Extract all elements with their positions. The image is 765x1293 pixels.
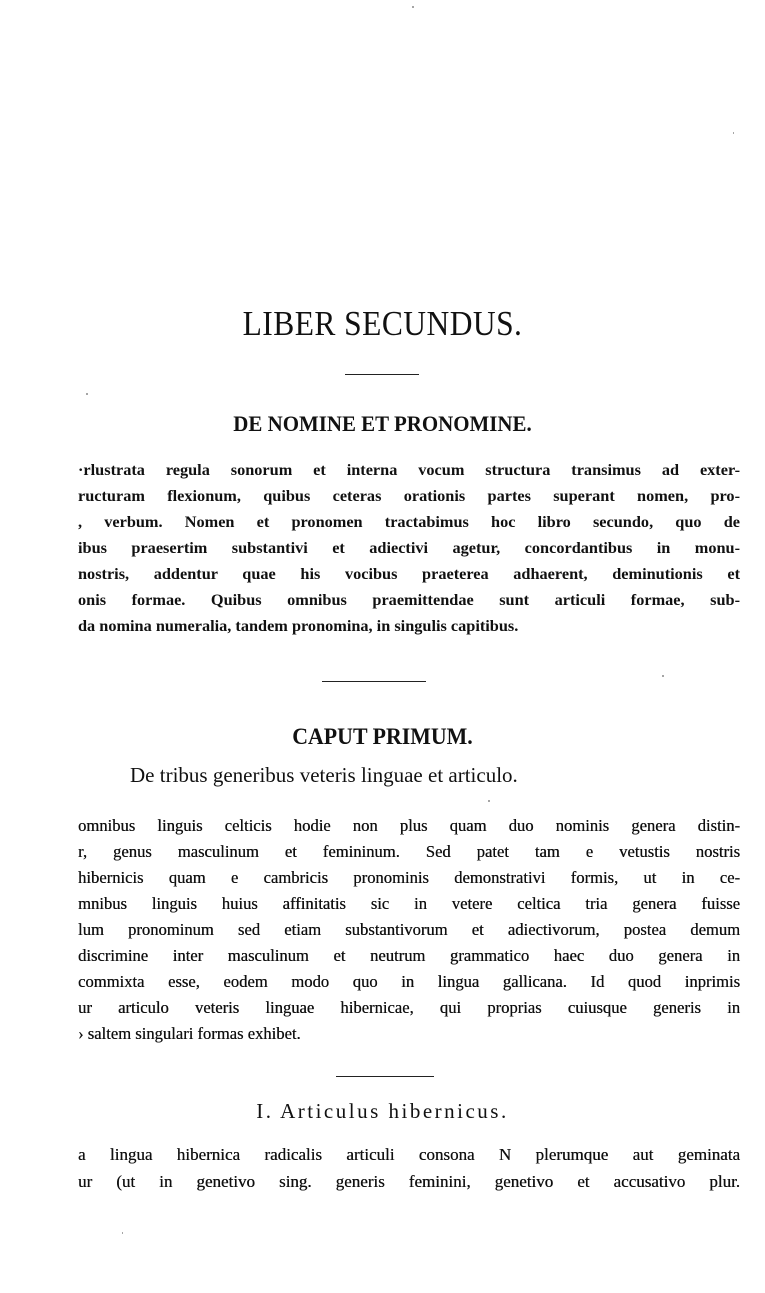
chapter-subtitle: De tribus generibus veteris linguae et articulo. — [130, 763, 518, 787]
text-line: ur articulo veteris linguae hibernicae, qui proprias cuiusque generis in — [78, 998, 740, 1017]
text-line: hibernicis quam e cambricis pronominis demonstrativi formis, ut in ce- — [78, 868, 740, 887]
book-subtitle: DE NOMINE ET PRONOMINE. — [233, 411, 532, 436]
chapter-title: CAPUT PRIMUM. — [292, 724, 473, 750]
text-line: a lingua hibernica radicalis articuli consona N plerumque aut geminata — [78, 1145, 740, 1164]
scan-speck — [122, 1232, 123, 1234]
section-divider — [322, 681, 426, 682]
text-line: ructuram flexionum, quibus ceteras orationis partes superant nomen, pro- — [78, 486, 740, 505]
text-line: ur (ut in genetivo sing. generis feminini, genetivo et accusativo plur. — [78, 1172, 740, 1191]
text-line: r, genus masculinum et femininum. Sed patet tam e vetustis nostris — [78, 842, 740, 861]
text-line: commixta esse, eodem modo quo in lingua gallicana. Id quod inprimis — [78, 972, 740, 991]
text-line: onis formae. Quibus omnibus praemittendae sunt articuli formae, sub- — [78, 590, 740, 609]
text-line: lum pronominum sed etiam substantivorum et adiectivorum, postea demum — [78, 920, 740, 939]
text-line: mnibus linguis huius affinitatis sic in vetere celtica tria genera fuisse — [78, 894, 740, 913]
section-divider — [336, 1076, 434, 1077]
title-divider — [345, 374, 419, 375]
text-line: da nomina numeralia, tandem pronomina, in singulis capitibus. — [78, 616, 519, 635]
text-line: nostris, addentur quae his vocibus praeterea adhaerent, deminutionis et — [78, 564, 740, 583]
book-title: LIBER SECUNDUS. — [242, 304, 523, 343]
text-line: , verbum. Nomen et pronomen tractabimus hoc libro secundo, quo de — [78, 512, 740, 531]
scan-speck — [86, 393, 88, 395]
text-line: ·rlustrata regula sonorum et interna vocum structura transimus ad exter- — [78, 460, 740, 479]
scan-speck — [412, 6, 414, 8]
scan-speck — [733, 132, 734, 134]
text-line: omnibus linguis celticis hodie non plus quam duo nominis genera distin- — [78, 816, 740, 835]
section-title: I. Articulus hibernicus. — [256, 1099, 509, 1123]
text-line: discrimine inter masculinum et neutrum grammatico haec duo genera in — [78, 946, 740, 965]
text-line: › saltem singulari formas exhibet. — [78, 1024, 301, 1043]
scan-speck — [662, 675, 664, 677]
scan-speck — [488, 800, 490, 802]
text-line: ibus praesertim substantivi et adiectivi agetur, concordantibus in monu- — [78, 538, 740, 557]
